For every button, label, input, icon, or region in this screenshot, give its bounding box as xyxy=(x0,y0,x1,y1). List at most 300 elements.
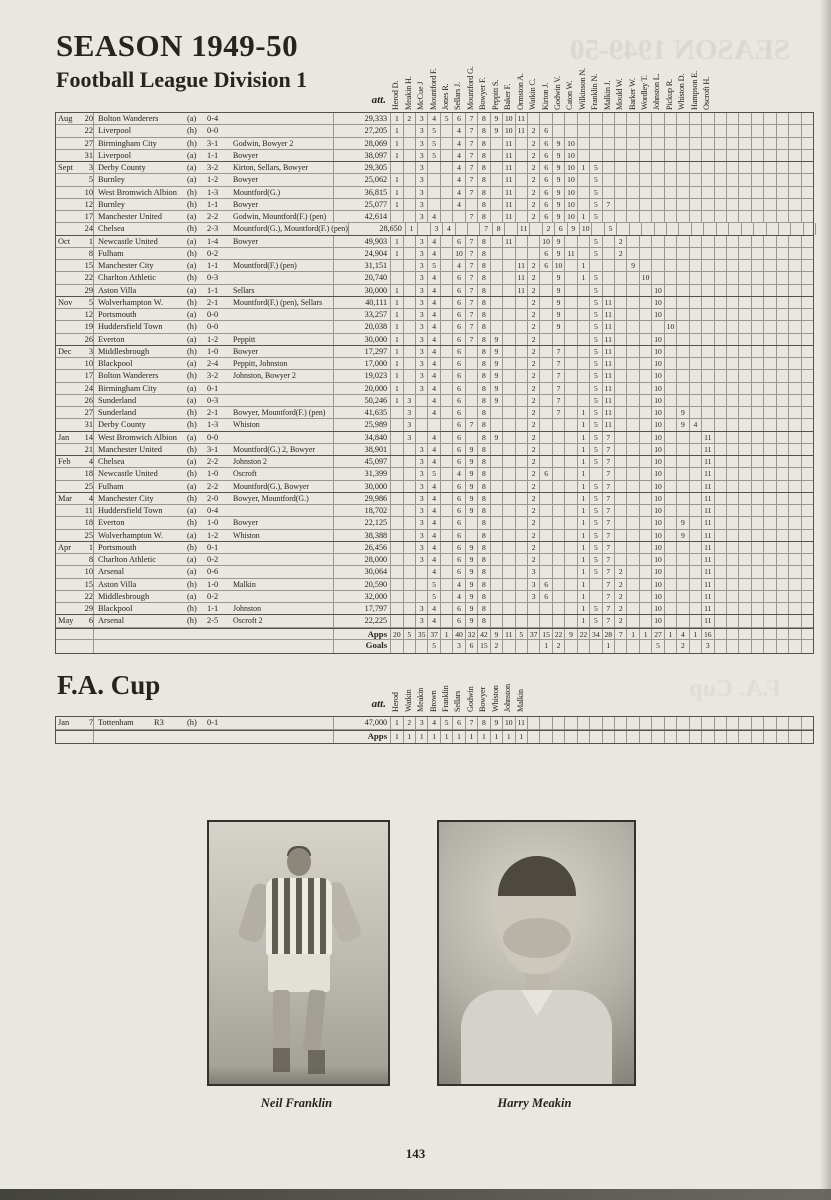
player-shirt-number-cell: 5 xyxy=(589,481,601,492)
player-shirt-number-cell: 10 xyxy=(651,530,663,541)
player-shirt-number-cell: 2 xyxy=(527,150,539,161)
player-shirt-number-cell: 4 xyxy=(452,260,464,271)
player-column-header: Wilkinson N. xyxy=(577,68,587,110)
player-shirt-number-cell xyxy=(403,383,415,394)
player-shirt-number-cell: 4 xyxy=(427,554,439,565)
player-shirt-number-cell xyxy=(515,542,527,553)
player-shirt-number-cell: 3 xyxy=(415,505,427,516)
player-shirt-number-cell xyxy=(776,407,788,418)
player-shirt-number-cell xyxy=(465,370,477,381)
player-shirt-number-cell: 5 xyxy=(427,260,439,271)
player-column-header: Baker F. xyxy=(503,83,513,110)
player-shirt-number-cell xyxy=(676,566,688,577)
player-shirt-number-cell xyxy=(801,248,813,259)
match-day: 5 xyxy=(80,174,94,185)
player-shirt-number-cell xyxy=(726,383,738,394)
player-shirt-number-cell xyxy=(689,370,701,381)
player-shirt-number-cell xyxy=(766,223,778,234)
player-shirt-number-cell xyxy=(626,579,638,590)
match-scorers: Godwin, Mountford(F.) (pen) xyxy=(233,212,327,221)
player-shirt-number-cell: 6 xyxy=(452,113,464,124)
player-shirt-number-cell: 9 xyxy=(552,297,564,308)
player-shirt-number-cell: 10 xyxy=(651,517,663,528)
player-shirt-number-cell: 8 xyxy=(477,615,489,626)
player-shirt-number-cell xyxy=(728,223,740,234)
match-attendance: 47,000 xyxy=(333,717,390,729)
league-apps-row xyxy=(56,628,813,641)
player-shirt-number-cell xyxy=(602,125,614,136)
match-venue: (h) xyxy=(187,346,197,356)
player-shirt-number-cell: 4 xyxy=(452,138,464,149)
player-shirt-number-cell xyxy=(564,579,576,590)
match-opponent: Aston Villa xyxy=(98,285,137,295)
player-shirt-number-cell: 2 xyxy=(527,554,539,565)
player-shirt-number-cell: 10 xyxy=(651,566,663,577)
match-score: 1-1 xyxy=(207,199,219,209)
player-shirt-number-cell xyxy=(664,717,676,729)
player-shirt-number-cell: 2 xyxy=(527,138,539,149)
player-shirt-number-cell xyxy=(626,383,638,394)
spacer xyxy=(56,731,80,743)
player-shirt-number-cell xyxy=(490,199,502,210)
player-shirt-number-cell xyxy=(714,370,726,381)
player-shirt-number-cell: 8 xyxy=(477,554,489,565)
player-shirt-number-cell: 2 xyxy=(527,162,539,173)
player-shirt-number-cell xyxy=(801,493,813,504)
player-shirt-number-cell: 9 xyxy=(552,248,564,259)
player-shirt-number-cell: 6 xyxy=(452,717,464,729)
player-shirt-number-cell: 3 xyxy=(430,223,442,234)
player-shirt-number-cell xyxy=(502,444,514,455)
match-month: Mar xyxy=(58,493,72,503)
player-shirt-number-cell: 2 xyxy=(614,248,626,259)
player-shirt-number-cell xyxy=(539,395,551,406)
player-shirt-number-cell xyxy=(490,236,502,247)
totals-cell xyxy=(763,640,775,653)
player-shirt-number-cell xyxy=(403,517,415,528)
player-shirt-number-cell: 3 xyxy=(415,285,427,296)
player-shirt-number-cell: 5 xyxy=(589,285,601,296)
player-shirt-number-cell xyxy=(539,432,551,443)
player-shirt-number-cell xyxy=(602,236,614,247)
player-shirt-number-cell: 10 xyxy=(564,138,576,149)
player-shirt-number-cell xyxy=(676,285,688,296)
player-shirt-number-cell xyxy=(452,211,464,222)
facup-attendance-label: att. xyxy=(371,698,386,710)
player-shirt-number-cell: 8 xyxy=(477,260,489,271)
player-shirt-number-cell xyxy=(577,174,589,185)
player-shirt-number-cell xyxy=(689,138,701,149)
player-shirt-number-cell xyxy=(467,223,479,234)
player-shirt-number-cell: 5 xyxy=(589,566,601,577)
player-shirt-number-cell xyxy=(788,334,800,345)
player-shirt-number-cell xyxy=(776,113,788,124)
player-shirt-number-cell xyxy=(564,358,576,369)
match-day: 25 xyxy=(80,530,94,541)
player-shirt-number-cell xyxy=(614,150,626,161)
player-shirt-number-cell xyxy=(701,125,713,136)
player-shirt-number-cell: 7 xyxy=(602,591,614,602)
player-shirt-number-cell xyxy=(626,717,638,729)
player-shirt-number-cell: 7 xyxy=(602,542,614,553)
player-shirt-number-cell xyxy=(440,481,452,492)
player-shirt-number-cell: 9 xyxy=(465,591,477,602)
match-venue: (a) xyxy=(187,285,197,295)
match-score: 0-0 xyxy=(207,432,219,442)
player-shirt-number-cell xyxy=(502,481,514,492)
match-row xyxy=(56,717,813,730)
player-shirt-number-cell xyxy=(639,717,651,729)
player-shirt-number-cell xyxy=(726,150,738,161)
player-shirt-number-cell xyxy=(801,554,813,565)
player-shirt-number-cell xyxy=(664,260,676,271)
player-shirt-number-cell: 9 xyxy=(490,334,502,345)
player-shirt-number-cell xyxy=(788,579,800,590)
player-shirt-number-cell: 1 xyxy=(390,358,402,369)
match-month xyxy=(56,211,80,222)
player-shirt-number-cell xyxy=(689,579,701,590)
player-shirt-number-cell: 1 xyxy=(390,113,402,124)
player-shirt-number-cell xyxy=(689,493,701,504)
player-shirt-number-cell xyxy=(689,591,701,602)
player-shirt-number-cell xyxy=(626,603,638,614)
player-shirt-number-cell xyxy=(417,223,429,234)
spacer xyxy=(233,731,333,743)
totals-cell xyxy=(801,640,813,653)
player-shirt-number-cell: 11 xyxy=(502,211,514,222)
player-shirt-number-cell xyxy=(639,248,651,259)
totals-cell: 3 xyxy=(701,640,713,653)
player-shirt-number-cell xyxy=(664,579,676,590)
match-opponent: Huddersfield Town xyxy=(98,506,163,515)
player-shirt-number-cell: 1 xyxy=(577,260,589,271)
player-shirt-number-cell: 2 xyxy=(527,370,539,381)
match-scorers: Bowyer xyxy=(233,346,258,356)
match-scorers: Bowyer, Mountford(F.) (pen) xyxy=(233,408,326,417)
match-row xyxy=(56,554,813,566)
player-shirt-number-cell: 7 xyxy=(602,456,614,467)
player-shirt-number-cell xyxy=(440,505,452,516)
player-shirt-number-cell xyxy=(639,554,651,565)
player-column-header: Godwin V. xyxy=(552,76,562,110)
player-shirt-number-cell xyxy=(403,260,415,271)
totals-cell xyxy=(639,731,651,743)
player-shirt-number-cell: 9 xyxy=(465,493,477,504)
player-shirt-number-cell xyxy=(751,554,763,565)
page-subtitle: Football League Division 1 xyxy=(56,67,308,92)
player-shirt-number-cell xyxy=(676,717,688,729)
player-shirt-number-cell xyxy=(626,334,638,345)
player-shirt-number-cell xyxy=(515,468,527,479)
totals-cell xyxy=(527,640,539,653)
player-shirt-number-cell xyxy=(527,113,539,124)
totals-cell xyxy=(502,640,514,653)
player-shirt-number-cell xyxy=(626,285,638,296)
player-shirt-number-cell xyxy=(741,223,753,234)
player-shirt-number-cell xyxy=(801,138,813,149)
player-shirt-number-cell: 10 xyxy=(651,334,663,345)
match-opponent: Burnley xyxy=(98,199,125,209)
player-shirt-number-cell: 10 xyxy=(564,199,576,210)
player-shirt-number-cell xyxy=(763,456,775,467)
player-shirt-number-cell xyxy=(403,468,415,479)
player-shirt-number-cell xyxy=(552,517,564,528)
player-shirt-number-cell xyxy=(415,566,427,577)
totals-cell: 5 xyxy=(403,629,415,640)
match-month xyxy=(56,174,80,185)
player-shirt-number-cell xyxy=(753,223,765,234)
player-shirt-number-cell xyxy=(490,138,502,149)
player-shirt-number-cell xyxy=(738,334,750,345)
player-shirt-number-cell xyxy=(390,468,402,479)
player-column-header: Johnston L. xyxy=(652,73,662,110)
player-shirt-number-cell: 9 xyxy=(676,407,688,418)
player-shirt-number-cell xyxy=(639,493,651,504)
match-scorers: Mountford(G.), Bowyer xyxy=(233,481,310,491)
player-shirt-number-cell xyxy=(701,334,713,345)
player-shirt-number-cell xyxy=(403,542,415,553)
player-shirt-number-cell: 2 xyxy=(527,199,539,210)
match-month: Jan xyxy=(58,432,70,442)
player-shirt-number-cell xyxy=(738,150,750,161)
player-shirt-number-cell: 6 xyxy=(452,334,464,345)
player-shirt-number-cell: 3 xyxy=(403,432,415,443)
player-shirt-number-cell xyxy=(390,615,402,626)
player-shirt-number-cell xyxy=(751,272,763,283)
player-shirt-number-cell xyxy=(577,285,589,296)
player-shirt-number-cell: 4 xyxy=(427,542,439,553)
match-day: 31 xyxy=(80,419,94,430)
player-shirt-number-cell xyxy=(614,199,626,210)
player-shirt-number-cell xyxy=(639,162,651,173)
player-shirt-number-cell: 9 xyxy=(552,236,564,247)
player-shirt-number-cell xyxy=(738,162,750,173)
match-opponent: Charlton Athletic xyxy=(98,555,156,564)
player-shirt-number-cell xyxy=(390,591,402,602)
player-shirt-number-cell: 4 xyxy=(427,297,439,308)
player-shirt-number-cell xyxy=(664,187,676,198)
player-shirt-number-cell xyxy=(714,199,726,210)
player-shirt-number-cell: 5 xyxy=(589,395,601,406)
player-shirt-number-cell: 6 xyxy=(452,456,464,467)
player-shirt-number-cell xyxy=(539,334,551,345)
player-shirt-number-cell xyxy=(801,481,813,492)
player-shirt-number-cell xyxy=(701,236,713,247)
player-shirt-number-cell xyxy=(788,554,800,565)
player-shirt-number-cell: 1 xyxy=(390,717,402,729)
player-shirt-number-cell xyxy=(490,468,502,479)
player-shirt-number-cell xyxy=(689,481,701,492)
totals-label: Apps xyxy=(333,731,390,743)
player-shirt-number-cell xyxy=(440,407,452,418)
match-scorers: Kirton, Sellars, Bowyer xyxy=(233,163,308,172)
player-shirt-number-cell xyxy=(714,125,726,136)
player-shirt-number-cell: 2 xyxy=(527,444,539,455)
match-attendance: 25,062 xyxy=(333,174,390,185)
player-shirt-number-cell xyxy=(676,554,688,565)
player-shirt-number-cell xyxy=(552,432,564,443)
match-month xyxy=(56,419,80,430)
match-day: 31 xyxy=(80,150,94,161)
totals-cell xyxy=(788,731,800,743)
player-shirt-number-cell xyxy=(751,174,763,185)
match-day: 3 xyxy=(80,346,94,357)
player-shirt-number-cell: 10 xyxy=(651,493,663,504)
player-shirt-number-cell xyxy=(763,285,775,296)
match-attendance: 29,986 xyxy=(333,493,390,504)
player-shirt-number-cell xyxy=(714,493,726,504)
player-shirt-number-cell xyxy=(763,505,775,516)
player-shirt-number-cell xyxy=(539,554,551,565)
player-shirt-number-cell xyxy=(552,481,564,492)
player-shirt-number-cell xyxy=(788,456,800,467)
match-venue: (a) xyxy=(187,567,197,577)
player-shirt-number-cell xyxy=(390,566,402,577)
player-shirt-number-cell: 1 xyxy=(390,199,402,210)
match-attendance: 30,000 xyxy=(333,285,390,296)
player-shirt-number-cell: 8 xyxy=(477,272,489,283)
player-shirt-number-cell: 10 xyxy=(651,554,663,565)
player-shirt-number-cell xyxy=(689,272,701,283)
player-shirt-number-cell xyxy=(515,456,527,467)
player-shirt-number-cell xyxy=(515,138,527,149)
match-opponent: Liverpool xyxy=(98,126,132,136)
player-shirt-number-cell xyxy=(440,309,452,320)
match-scorers: Bowyer xyxy=(233,199,258,209)
match-score: 1-3 xyxy=(207,420,219,430)
player-shirt-number-cell: 8 xyxy=(477,321,489,332)
player-shirt-number-cell xyxy=(440,346,452,357)
match-venue: (h) xyxy=(187,420,197,430)
player-shirt-number-cell xyxy=(440,297,452,308)
match-day: 10 xyxy=(80,187,94,198)
player-shirt-number-cell xyxy=(490,272,502,283)
totals-cell: 1 xyxy=(602,640,614,653)
player-shirt-number-cell xyxy=(626,199,638,210)
totals-cell: 3 xyxy=(452,640,464,653)
match-scorers: Mountford(F.) (pen) xyxy=(233,261,297,270)
player-shirt-number-cell xyxy=(676,481,688,492)
player-shirt-number-cell xyxy=(577,150,589,161)
player-shirt-number-cell xyxy=(664,199,676,210)
player-shirt-number-cell xyxy=(577,334,589,345)
player-shirt-number-cell: 9 xyxy=(465,444,477,455)
player-shirt-number-cell xyxy=(738,211,750,222)
player-shirt-number-cell: 8 xyxy=(477,174,489,185)
player-shirt-number-cell xyxy=(701,211,713,222)
player-shirt-number-cell: 3 xyxy=(403,395,415,406)
spacer xyxy=(187,629,207,640)
player-shirt-number-cell: 8 xyxy=(477,419,489,430)
player-shirt-number-cell xyxy=(539,358,551,369)
match-venue: (a) xyxy=(187,163,197,172)
player-shirt-number-cell: 4 xyxy=(427,505,439,516)
player-shirt-number-cell xyxy=(564,444,576,455)
match-opponent: Derby County xyxy=(98,420,146,430)
player-shirt-number-cell xyxy=(440,419,452,430)
player-shirt-number-cell: 5 xyxy=(427,150,439,161)
player-shirt-number-cell xyxy=(502,358,514,369)
player-shirt-number-cell xyxy=(515,517,527,528)
player-shirt-number-cell: 11 xyxy=(602,321,614,332)
player-column-header: Mountford F. xyxy=(428,68,438,110)
player-shirt-number-cell xyxy=(564,603,576,614)
player-shirt-number-cell: 7 xyxy=(602,444,614,455)
totals-cell: 15 xyxy=(539,629,551,640)
player-shirt-number-cell xyxy=(801,187,813,198)
player-shirt-number-cell: 5 xyxy=(589,444,601,455)
player-shirt-number-cell: 8 xyxy=(477,334,489,345)
player-shirt-number-cell: 4 xyxy=(452,125,464,136)
player-shirt-number-cell: 7 xyxy=(465,297,477,308)
player-shirt-number-cell xyxy=(751,211,763,222)
player-shirt-number-cell xyxy=(788,346,800,357)
player-shirt-number-cell xyxy=(664,383,676,394)
player-shirt-number-cell xyxy=(626,346,638,357)
player-shirt-number-cell: 6 xyxy=(452,383,464,394)
match-score: 0-2 xyxy=(207,248,219,258)
totals-cell: 15 xyxy=(477,640,489,653)
totals-cell xyxy=(714,640,726,653)
match-score: 0-6 xyxy=(207,567,219,577)
player-shirt-number-cell: 9 xyxy=(676,530,688,541)
player-shirt-number-cell xyxy=(602,260,614,271)
player-column-header: Franklin N. xyxy=(590,73,600,110)
player-shirt-number-cell xyxy=(490,554,502,565)
player-shirt-number-cell: 1 xyxy=(577,272,589,283)
totals-cell xyxy=(689,640,701,653)
spacer xyxy=(187,640,207,653)
match-venue: (a) xyxy=(187,481,197,491)
player-shirt-number-cell: 9 xyxy=(465,505,477,516)
match-month xyxy=(56,481,80,492)
player-shirt-number-cell: 1 xyxy=(577,419,589,430)
player-shirt-number-cell xyxy=(714,517,726,528)
player-shirt-number-cell xyxy=(776,554,788,565)
player-shirt-number-cell: 6 xyxy=(452,505,464,516)
player-shirt-number-cell xyxy=(539,566,551,577)
player-shirt-number-cell: 6 xyxy=(452,530,464,541)
player-shirt-number-cell xyxy=(564,297,576,308)
player-shirt-number-cell: 5 xyxy=(604,223,616,234)
player-shirt-number-cell: 6 xyxy=(452,358,464,369)
match-score: 0-2 xyxy=(207,555,219,564)
player-shirt-number-cell xyxy=(751,187,763,198)
player-shirt-number-cell xyxy=(639,468,651,479)
player-shirt-number-cell xyxy=(515,174,527,185)
player-shirt-number-cell xyxy=(676,542,688,553)
player-shirt-number-cell xyxy=(515,297,527,308)
player-shirt-number-cell xyxy=(614,407,626,418)
match-day: 17 xyxy=(80,211,94,222)
player-shirt-number-cell xyxy=(738,505,750,516)
player-shirt-number-cell xyxy=(403,125,415,136)
scan-right-edge xyxy=(820,0,831,1200)
totals-cell: 9 xyxy=(490,629,502,640)
player-shirt-number-cell xyxy=(390,260,402,271)
match-attendance: 31,151 xyxy=(333,260,390,271)
spacer xyxy=(187,731,207,743)
match-row xyxy=(56,358,813,370)
player-shirt-number-cell: 9 xyxy=(490,346,502,357)
spacer xyxy=(207,640,233,653)
player-shirt-number-cell: 9 xyxy=(490,370,502,381)
player-shirt-number-cell xyxy=(515,187,527,198)
player-shirt-number-cell xyxy=(626,407,638,418)
player-shirt-number-cell: 4 xyxy=(452,187,464,198)
player-shirt-number-cell: 3 xyxy=(415,334,427,345)
match-venue: (h) xyxy=(187,616,197,626)
